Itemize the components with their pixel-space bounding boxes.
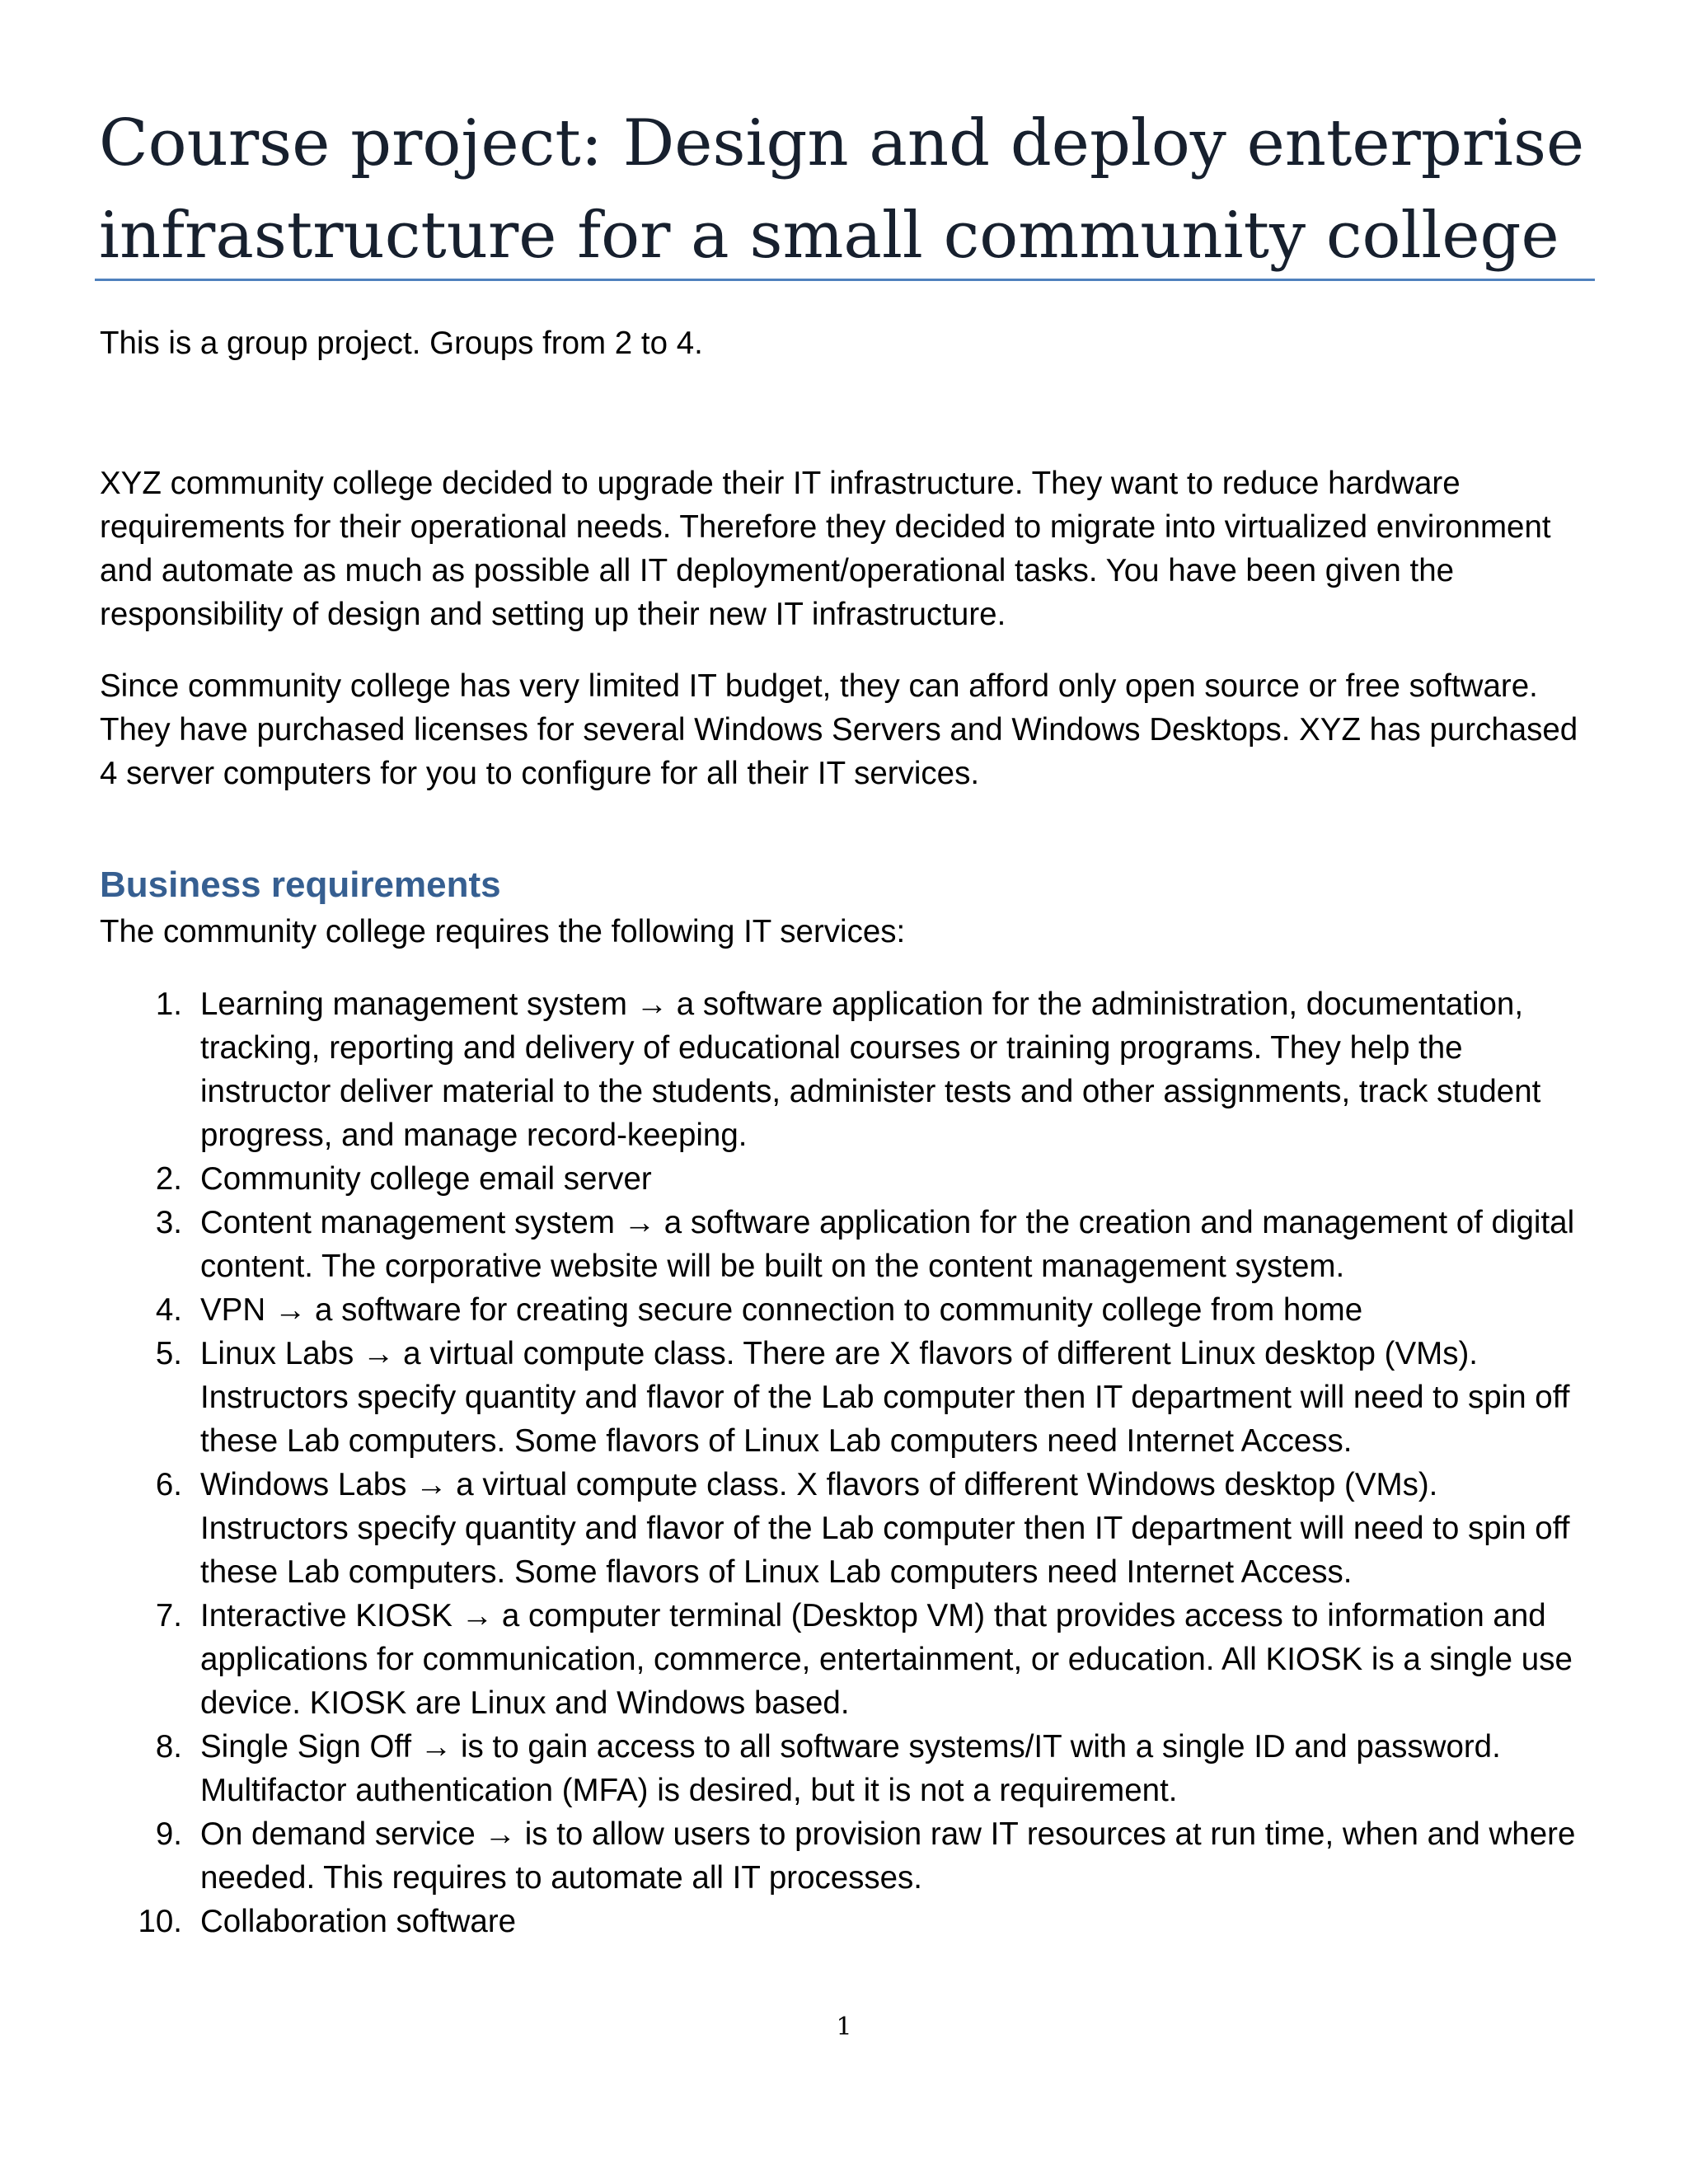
requirement-number: 3. <box>155 1205 182 1240</box>
requirement-text: VPN → a software for creating secure connection to community college from home <box>200 1292 1363 1328</box>
title-line-2: infrastructure for a small community college <box>99 199 1559 273</box>
requirement-number: 10. <box>138 1904 182 1939</box>
requirement-number: 1. <box>155 987 182 1022</box>
requirement-item <box>100 982 1583 1157</box>
title-underline <box>95 279 1595 281</box>
requirement-text: Learning management system → a software application for the administration, documentation, tracking, reporting and delivery of educational courses or training programs. They help the instructor deliver material to the students, administer tests and other assignments, track student progress, and manage record-keeping. <box>200 987 1541 1153</box>
requirement-item <box>100 1812 1583 1900</box>
requirement-text: Collaboration software <box>200 1904 517 1939</box>
requirement-number: 7. <box>155 1598 182 1633</box>
requirement-text: Content management system → a software application for the creation and management of digital content. The corporative website will be built on the content management system. <box>200 1205 1575 1284</box>
requirement-number: 6. <box>155 1467 182 1502</box>
budget-paragraph: Since community college has very limited IT budget, they can afford only open source or free software. They have purchased licenses for several Windows Servers and Windows Desktops. XYZ has purchased 4 server computers for you to configure for all their IT services. <box>100 668 1578 791</box>
group-note: This is a group project. Groups from 2 to 4. <box>100 326 703 361</box>
requirement-item <box>100 1725 1583 1812</box>
section-heading-business-requirements: Business requirements <box>100 865 501 905</box>
requirement-text: Linux Labs → a virtual compute class. There are X flavors of different Linux desktop (VMs). Instructors specify quantity and flavor of the Lab computer then IT department will need to spin off these Lab computers. Some flavors of Linux Lab computers need Internet Access. <box>200 1336 1570 1459</box>
title-line-1: Course project: Design and deploy enterprise <box>99 106 1585 180</box>
requirement-item <box>100 1594 1583 1725</box>
requirements-intro: The community college requires the following IT services: <box>100 914 906 949</box>
requirement-text: On demand service → is to allow users to provision raw IT resources at run time, when and where needed. This requires to automate all IT processes. <box>200 1816 1576 1896</box>
document-title <box>99 97 1599 282</box>
requirement-item <box>100 1288 1583 1332</box>
requirement-text: Interactive KIOSK → a computer terminal (Desktop VM) that provides access to information and applications for communication, commerce, entertainment, or education. All KIOSK is a single use device. KIOSK are Linux and Windows based. <box>200 1598 1573 1721</box>
requirement-number: 2. <box>155 1161 182 1197</box>
requirements-list <box>100 982 1583 1943</box>
page-number: 1 <box>836 2013 852 2041</box>
requirement-item <box>100 1900 1583 1943</box>
requirement-number: 8. <box>155 1729 182 1765</box>
requirement-item <box>100 1332 1583 1463</box>
requirement-item <box>100 1201 1583 1288</box>
requirement-number: 5. <box>155 1336 182 1371</box>
requirement-item <box>100 1463 1583 1594</box>
requirement-number: 4. <box>155 1292 182 1328</box>
requirement-text: Community college email server <box>200 1161 652 1197</box>
requirement-item <box>100 1157 1583 1201</box>
requirement-number: 9. <box>155 1816 182 1852</box>
requirement-text: Single Sign Off → is to gain access to all software systems/IT with a single ID and password. Multifactor authentication (MFA) is desired, but it is not a requirement. <box>200 1729 1501 1808</box>
requirement-text: Windows Labs → a virtual compute class. X flavors of different Windows desktop (VMs). Instructors specify quantity and flavor of the Lab computer then IT department will need to spin off these Lab computers. Some flavors of Linux Lab computers need Internet Access. <box>200 1467 1570 1590</box>
intro-paragraph: XYZ community college decided to upgrade their IT infrastructure. They want to reduce hardware requirements for their operational needs. Therefore they decided to migrate into virtualized environment and automate as much as possible all IT deployment/operational tasks. You have been given the responsibility of design and setting up their new IT infrastructure. <box>100 466 1551 632</box>
